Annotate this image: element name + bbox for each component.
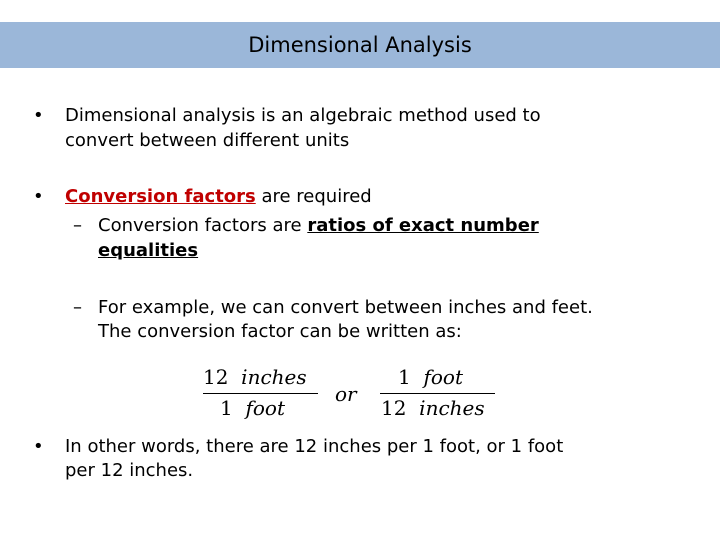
sub-1-line-2: [98, 239, 198, 263]
bullet-dot-3: •: [33, 436, 44, 457]
left-fraction-bar: [203, 393, 318, 394]
sub-1-bold-2: equalities: [98, 240, 199, 261]
bullet-2-line-1: [65, 185, 372, 209]
sub-dash-1: –: [73, 215, 82, 236]
left-fraction-denominator: 1 foot: [220, 396, 285, 420]
bullet-dot-1: •: [33, 105, 44, 126]
left-fraction-numerator: 12 inches: [203, 365, 307, 389]
bullet-3-line-2: per 12 inches.: [65, 460, 194, 481]
conversion-factors-highlight: Conversion factors: [65, 186, 256, 207]
bullet-1-line-1: Dimensional analysis is an algebraic method used to: [65, 105, 541, 126]
right-fraction-denominator: 12 inches: [381, 396, 485, 420]
sub-dash-2: –: [73, 297, 82, 318]
bullet-1-line-2: convert between different units: [65, 130, 350, 151]
sub-1-line-1: [98, 214, 539, 238]
sub-2-line-1: For example, we can convert between inches and feet.: [98, 297, 593, 318]
sub-1-lead: Conversion factors are: [98, 215, 308, 236]
bullet-2-rest: are required: [255, 186, 372, 207]
bullet-3-line-1: In other words, there are 12 inches per 1 foot, or 1 foot: [65, 436, 564, 457]
sub-2-line-2: The conversion factor can be written as:: [98, 321, 462, 342]
sub-1-bold-1: ratios of exact number: [307, 215, 539, 236]
right-fraction-numerator: 1 foot: [398, 365, 463, 389]
slide-title: Dimensional Analysis: [248, 33, 472, 57]
right-fraction-bar: [380, 393, 495, 394]
bullet-dot-2: •: [33, 186, 44, 207]
formula-connector: or: [335, 382, 357, 406]
